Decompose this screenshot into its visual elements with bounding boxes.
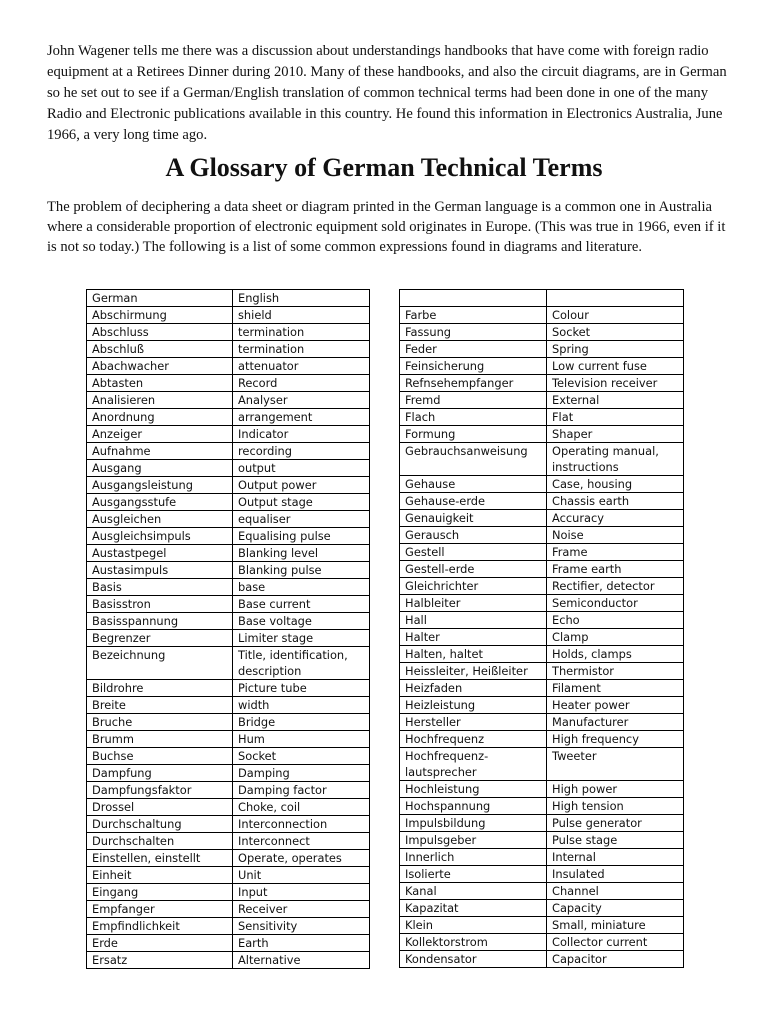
table-header-row: [87, 290, 370, 307]
table-row: [87, 952, 370, 969]
table-row: [87, 307, 370, 324]
english-term: Choke, coil: [233, 799, 370, 816]
english-term: Filament: [547, 680, 684, 697]
table-row: [87, 392, 370, 409]
german-term: Austasimpuls: [87, 562, 233, 579]
german-term: Hall: [400, 612, 547, 629]
english-term: Bridge: [233, 714, 370, 731]
english-term: Base current: [233, 596, 370, 613]
table-row: [400, 324, 684, 341]
german-term: Isolierte: [400, 866, 547, 883]
table-row: [87, 816, 370, 833]
table-row: [400, 781, 684, 798]
german-term: Kollektorstrom: [400, 934, 547, 951]
german-term: Kanal: [400, 883, 547, 900]
english-term: Socket: [547, 324, 684, 341]
german-term: Ausgangsstufe: [87, 494, 233, 511]
german-term: Anzeiger: [87, 426, 233, 443]
german-term: Bezeichnung: [87, 647, 233, 680]
english-term: Rectifier, detector: [547, 578, 684, 595]
german-term: Abachwacher: [87, 358, 233, 375]
german-term: Gestell: [400, 544, 547, 561]
english-term: Sensitivity: [233, 918, 370, 935]
german-term: Halten, haltet: [400, 646, 547, 663]
english-term: Insulated: [547, 866, 684, 883]
german-term: Erde: [87, 935, 233, 952]
german-term: Heissleiter, Heißleiter: [400, 663, 547, 680]
english-term: Heater power: [547, 697, 684, 714]
table-row: [400, 697, 684, 714]
german-term: Analisieren: [87, 392, 233, 409]
german-term: Abtasten: [87, 375, 233, 392]
table-row: [87, 697, 370, 714]
table-row: [400, 443, 684, 476]
english-term: Colour: [547, 307, 684, 324]
english-term: Interconnect: [233, 833, 370, 850]
table-row: [87, 579, 370, 596]
table-row: [87, 935, 370, 952]
table-row: [400, 680, 684, 697]
english-term: Limiter stage: [233, 630, 370, 647]
header-english: English: [233, 290, 370, 307]
german-term: Austastpegel: [87, 545, 233, 562]
german-term: Impulsbildung: [400, 815, 547, 832]
german-term: Einstellen, einstellt: [87, 850, 233, 867]
german-term: Empfanger: [87, 901, 233, 918]
english-term: Channel: [547, 883, 684, 900]
english-term: High tension: [547, 798, 684, 815]
german-term: Kapazitat: [400, 900, 547, 917]
header-german: German: [87, 290, 233, 307]
table-row: [87, 477, 370, 494]
table-row: [87, 426, 370, 443]
german-term: Klein: [400, 917, 547, 934]
english-term: Operating manual, instructions: [547, 443, 684, 476]
table-row: [400, 883, 684, 900]
german-term: Kondensator: [400, 951, 547, 968]
table-row: [87, 511, 370, 528]
german-term: Ausgleichen: [87, 511, 233, 528]
english-term: Noise: [547, 527, 684, 544]
german-term: Fassung: [400, 324, 547, 341]
table-row: [400, 629, 684, 646]
german-term: Buchse: [87, 748, 233, 765]
table-row: [87, 647, 370, 680]
german-term: Basisstron: [87, 596, 233, 613]
german-term: Hersteller: [400, 714, 547, 731]
table-row: [87, 850, 370, 867]
german-term: Begrenzer: [87, 630, 233, 647]
german-term: Durchschalten: [87, 833, 233, 850]
german-term: Dampfung: [87, 765, 233, 782]
german-term: Durchschaltung: [87, 816, 233, 833]
german-term: Einheit: [87, 867, 233, 884]
english-term: Hum: [233, 731, 370, 748]
english-term: Capacitor: [547, 951, 684, 968]
table-row: [400, 510, 684, 527]
table-row: [87, 630, 370, 647]
german-term: Ausgleichsimpuls: [87, 528, 233, 545]
english-term: Chassis earth: [547, 493, 684, 510]
english-term: Picture tube: [233, 680, 370, 697]
english-term: Internal: [547, 849, 684, 866]
german-term: Gleichrichter: [400, 578, 547, 595]
table-header-row: [400, 290, 684, 307]
german-term: Abschluß: [87, 341, 233, 358]
intro-paragraph: John Wagener tells me there was a discussion about understandings handbooks that have come with foreign radio equipment at a Retirees Dinner during 2010. Many of these handbooks, and also the circuit diagrams, are in German so he set out to see if a German/English translation of common technical terms had been done in one of the many Radio and Electronic publications available in this country. He found this information in Electronics Australia, June 1966, a very long time ago.: [47, 43, 727, 143]
german-term: Heizleistung: [400, 697, 547, 714]
german-term: Empfindlichkeit: [87, 918, 233, 935]
english-term: Frame: [547, 544, 684, 561]
table-row: [400, 375, 684, 392]
german-term: Impulsgeber: [400, 832, 547, 849]
table-row: [400, 917, 684, 934]
english-term: Small, miniature: [547, 917, 684, 934]
english-term: Spring: [547, 341, 684, 358]
german-term: Hochspannung: [400, 798, 547, 815]
german-term: Drossel: [87, 799, 233, 816]
table-row: [400, 951, 684, 968]
table-row: [400, 714, 684, 731]
table-row: [87, 375, 370, 392]
page-title: A Glossary of German Technical Terms: [165, 153, 603, 182]
table-row: [87, 901, 370, 918]
table-row: [87, 409, 370, 426]
header-english: [547, 290, 684, 307]
table-row: [87, 443, 370, 460]
table-row: [87, 918, 370, 935]
table-row: [87, 714, 370, 731]
english-term: Low current fuse: [547, 358, 684, 375]
german-term: Gestell-erde: [400, 561, 547, 578]
german-term: Basisspannung: [87, 613, 233, 630]
table-row: [400, 900, 684, 917]
english-term: equaliser: [233, 511, 370, 528]
table-row: [87, 596, 370, 613]
english-term: recording: [233, 443, 370, 460]
table-row: [400, 798, 684, 815]
english-term: arrangement: [233, 409, 370, 426]
english-term: Analyser: [233, 392, 370, 409]
table-row: [400, 578, 684, 595]
table-row: [87, 765, 370, 782]
table-row: [400, 646, 684, 663]
table-row: [87, 545, 370, 562]
table-row: [87, 884, 370, 901]
english-term: termination: [233, 341, 370, 358]
table-row: [400, 561, 684, 578]
english-term: Equalising pulse: [233, 528, 370, 545]
english-term: Interconnection: [233, 816, 370, 833]
english-term: Capacity: [547, 900, 684, 917]
table-row: [400, 544, 684, 561]
english-term: Socket: [233, 748, 370, 765]
english-term: Frame earth: [547, 561, 684, 578]
english-term: width: [233, 697, 370, 714]
german-term: Abschluss: [87, 324, 233, 341]
table-row: [400, 358, 684, 375]
english-term: High power: [547, 781, 684, 798]
table-row: [87, 799, 370, 816]
german-term: Fremd: [400, 392, 547, 409]
german-term: Gerausch: [400, 527, 547, 544]
english-term: Thermistor: [547, 663, 684, 680]
table-row: [400, 849, 684, 866]
glossary-table-left: [86, 289, 370, 969]
german-term: Genauigkeit: [400, 510, 547, 527]
german-term: Ausgangsleistung: [87, 477, 233, 494]
german-term: Hochfrequenz: [400, 731, 547, 748]
english-term: Base voltage: [233, 613, 370, 630]
table-row: [400, 341, 684, 358]
english-term: Echo: [547, 612, 684, 629]
table-row: [400, 663, 684, 680]
german-term: Formung: [400, 426, 547, 443]
english-term: External: [547, 392, 684, 409]
german-term: Basis: [87, 579, 233, 596]
english-term: Damping factor: [233, 782, 370, 799]
english-term: Operate, operates: [233, 850, 370, 867]
german-term: Gehause-erde: [400, 493, 547, 510]
german-term: Halbleiter: [400, 595, 547, 612]
table-row: [400, 392, 684, 409]
german-term: Aufnahme: [87, 443, 233, 460]
german-term: Bruche: [87, 714, 233, 731]
english-term: Earth: [233, 935, 370, 952]
table-row: [87, 528, 370, 545]
description-paragraph: The problem of deciphering a data sheet or diagram printed in the German language is a common one in Australia where a considerable proportion of electronic equipment sold originates in Europe. (This was true in 1966, even if it is not so today.) The following is a list of some common expressions found in diagrams and literature.: [47, 199, 726, 255]
table-row: [87, 341, 370, 358]
german-term: Gebrauchsanweisung: [400, 443, 547, 476]
table-row: [87, 494, 370, 511]
german-term: Eingang: [87, 884, 233, 901]
english-term: shield: [233, 307, 370, 324]
english-term: Blanking level: [233, 545, 370, 562]
english-term: Accuracy: [547, 510, 684, 527]
german-term: Feinsicherung: [400, 358, 547, 375]
table-row: [400, 731, 684, 748]
english-term: Semiconductor: [547, 595, 684, 612]
header-german: [400, 290, 547, 307]
german-term: Abschirmung: [87, 307, 233, 324]
table-row: [400, 866, 684, 883]
english-term: attenuator: [233, 358, 370, 375]
german-term: Farbe: [400, 307, 547, 324]
english-term: Holds, clamps: [547, 646, 684, 663]
table-row: [400, 612, 684, 629]
german-term: Ersatz: [87, 952, 233, 969]
table-row: [87, 324, 370, 341]
table-row: [400, 832, 684, 849]
english-term: Input: [233, 884, 370, 901]
table-row: [400, 934, 684, 951]
table-row: [87, 358, 370, 375]
english-term: Title, identification, description: [233, 647, 370, 680]
german-term: Ausgang: [87, 460, 233, 477]
table-row: [400, 409, 684, 426]
german-term: Anordnung: [87, 409, 233, 426]
table-row: [400, 527, 684, 544]
table-row: [400, 748, 684, 781]
english-term: Alternative: [233, 952, 370, 969]
english-term: Pulse stage: [547, 832, 684, 849]
english-term: Tweeter: [547, 748, 684, 781]
english-term: High frequency: [547, 731, 684, 748]
german-term: Halter: [400, 629, 547, 646]
english-term: Case, housing: [547, 476, 684, 493]
german-term: Innerlich: [400, 849, 547, 866]
table-row: [400, 493, 684, 510]
english-term: Record: [233, 375, 370, 392]
english-term: termination: [233, 324, 370, 341]
glossary-table-right: [399, 289, 684, 968]
table-row: [87, 833, 370, 850]
table-row: [87, 748, 370, 765]
german-term: Hochleistung: [400, 781, 547, 798]
english-term: Shaper: [547, 426, 684, 443]
table-row: [87, 867, 370, 884]
german-term: Gehause: [400, 476, 547, 493]
english-term: Flat: [547, 409, 684, 426]
table-row: [400, 476, 684, 493]
table-row: [87, 460, 370, 477]
english-term: Manufacturer: [547, 714, 684, 731]
table-row: [400, 426, 684, 443]
english-term: Damping: [233, 765, 370, 782]
german-term: Brumm: [87, 731, 233, 748]
english-term: Collector current: [547, 934, 684, 951]
english-term: Output stage: [233, 494, 370, 511]
table-row: [400, 815, 684, 832]
english-term: Output power: [233, 477, 370, 494]
german-term: Flach: [400, 409, 547, 426]
english-term: Pulse generator: [547, 815, 684, 832]
english-term: output: [233, 460, 370, 477]
english-term: Unit: [233, 867, 370, 884]
german-term: Bildrohre: [87, 680, 233, 697]
german-term: Dampfungsfaktor: [87, 782, 233, 799]
table-row: [400, 595, 684, 612]
table-row: [400, 307, 684, 324]
english-term: Blanking pulse: [233, 562, 370, 579]
english-term: Indicator: [233, 426, 370, 443]
table-row: [87, 782, 370, 799]
table-row: [87, 613, 370, 630]
german-term: Heizfaden: [400, 680, 547, 697]
english-term: Receiver: [233, 901, 370, 918]
table-row: [87, 562, 370, 579]
table-row: [87, 731, 370, 748]
english-term: base: [233, 579, 370, 596]
english-term: Clamp: [547, 629, 684, 646]
german-term: Breite: [87, 697, 233, 714]
english-term: Television receiver: [547, 375, 684, 392]
german-term: Refnsehempfanger: [400, 375, 547, 392]
german-term: Hochfrequenz-lautsprecher: [400, 748, 547, 781]
german-term: Feder: [400, 341, 547, 358]
table-row: [87, 680, 370, 697]
